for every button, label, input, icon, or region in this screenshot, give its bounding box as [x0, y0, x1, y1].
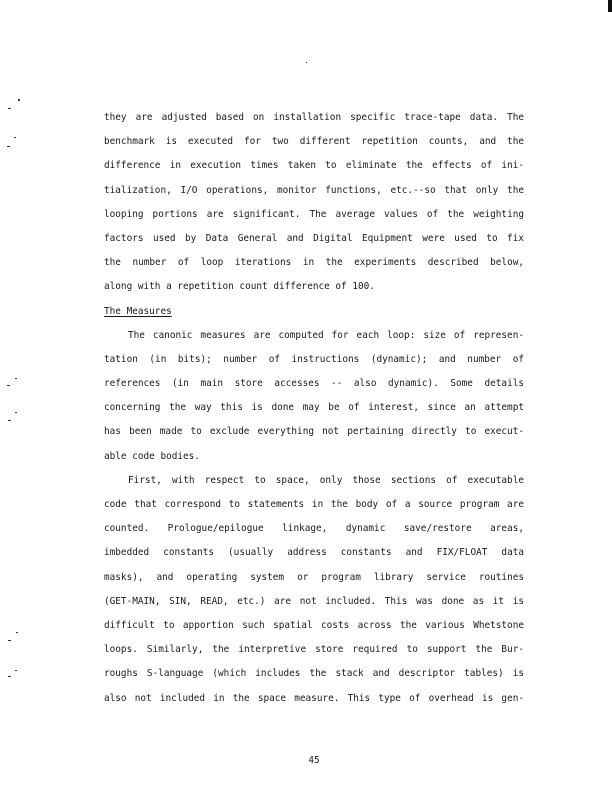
text-line: also not included in the space measure. This type of overhead is gen- [104, 692, 524, 704]
text-line: has been made to exclude everything not pertaining directly to execut- [104, 426, 524, 438]
scan-speck [15, 378, 17, 379]
text-line: difficult to apportion such spatial costs across the various Whetstone [104, 619, 524, 631]
scan-edge-mark [608, 0, 612, 12]
scan-speck [7, 385, 10, 386]
text-line: the number of loop iterations in the experiments described below, [104, 257, 524, 269]
text-line: counted. Prologue/epilogue linkage, dynamic save/restore areas, [104, 523, 524, 535]
text-line: (GET-MAIN, SIN, READ, etc.) are not included. This was done as it is [104, 595, 524, 607]
text-line: references (in main store accesses -- also dynamic). Some details [104, 378, 524, 390]
scan-speck [8, 676, 11, 677]
scan-speck [8, 108, 11, 109]
text-line: First, with respect to space, only those sections of executable [128, 474, 524, 486]
section-heading: The Measures [104, 305, 172, 317]
scan-speck [15, 412, 17, 413]
scan-speck [8, 640, 11, 641]
text-line: benchmark is executed for two different repetition counts, and the [104, 136, 524, 148]
text-line: imbedded constants (usually address constants and FIX/FLOAT data [104, 547, 524, 559]
scan-speck [16, 632, 18, 633]
scan-speck [8, 420, 11, 421]
text-line: concerning the way this is done may be of interest, since an attempt [104, 402, 524, 414]
text-line: difference in execution times taken to eliminate the effects of ini- [104, 160, 524, 172]
text-line: factors used by Data General and Digital Equipment were used to fix [104, 232, 524, 244]
scan-speck [18, 99, 20, 101]
text-line: code that correspond to statements in the body of a source program are [104, 499, 524, 510]
text-line: roughs S-language (which includes the stack and descriptor tables) is [104, 668, 524, 680]
scan-speck [7, 146, 10, 147]
text-line: looping portions are significant. The average values of the weighting [104, 208, 524, 220]
text-line: The canonic measures are computed for each loop: size of represen- [128, 329, 524, 341]
text-line: they are adjusted based on installation specific trace-tape data. The [104, 112, 524, 123]
scan-speck [14, 137, 16, 138]
page-number: 45 [308, 755, 320, 766]
scan-speck [15, 670, 17, 671]
text-line: tialization, I/O operations, monitor functions, etc.--so that only the [104, 184, 524, 196]
scan-speck [306, 62, 307, 63]
body-text [104, 106, 524, 711]
text-line: tation (in bits); number of instructions (dynamic); and number of [104, 353, 524, 365]
text-line: along with a repetition count difference of 100. [104, 281, 375, 293]
text-line: masks), and operating system or program library service routines [104, 571, 524, 583]
text-line: able code bodies. [104, 450, 200, 462]
text-line: loops. Similarly, the interpretive store required to support the Bur- [104, 644, 524, 656]
